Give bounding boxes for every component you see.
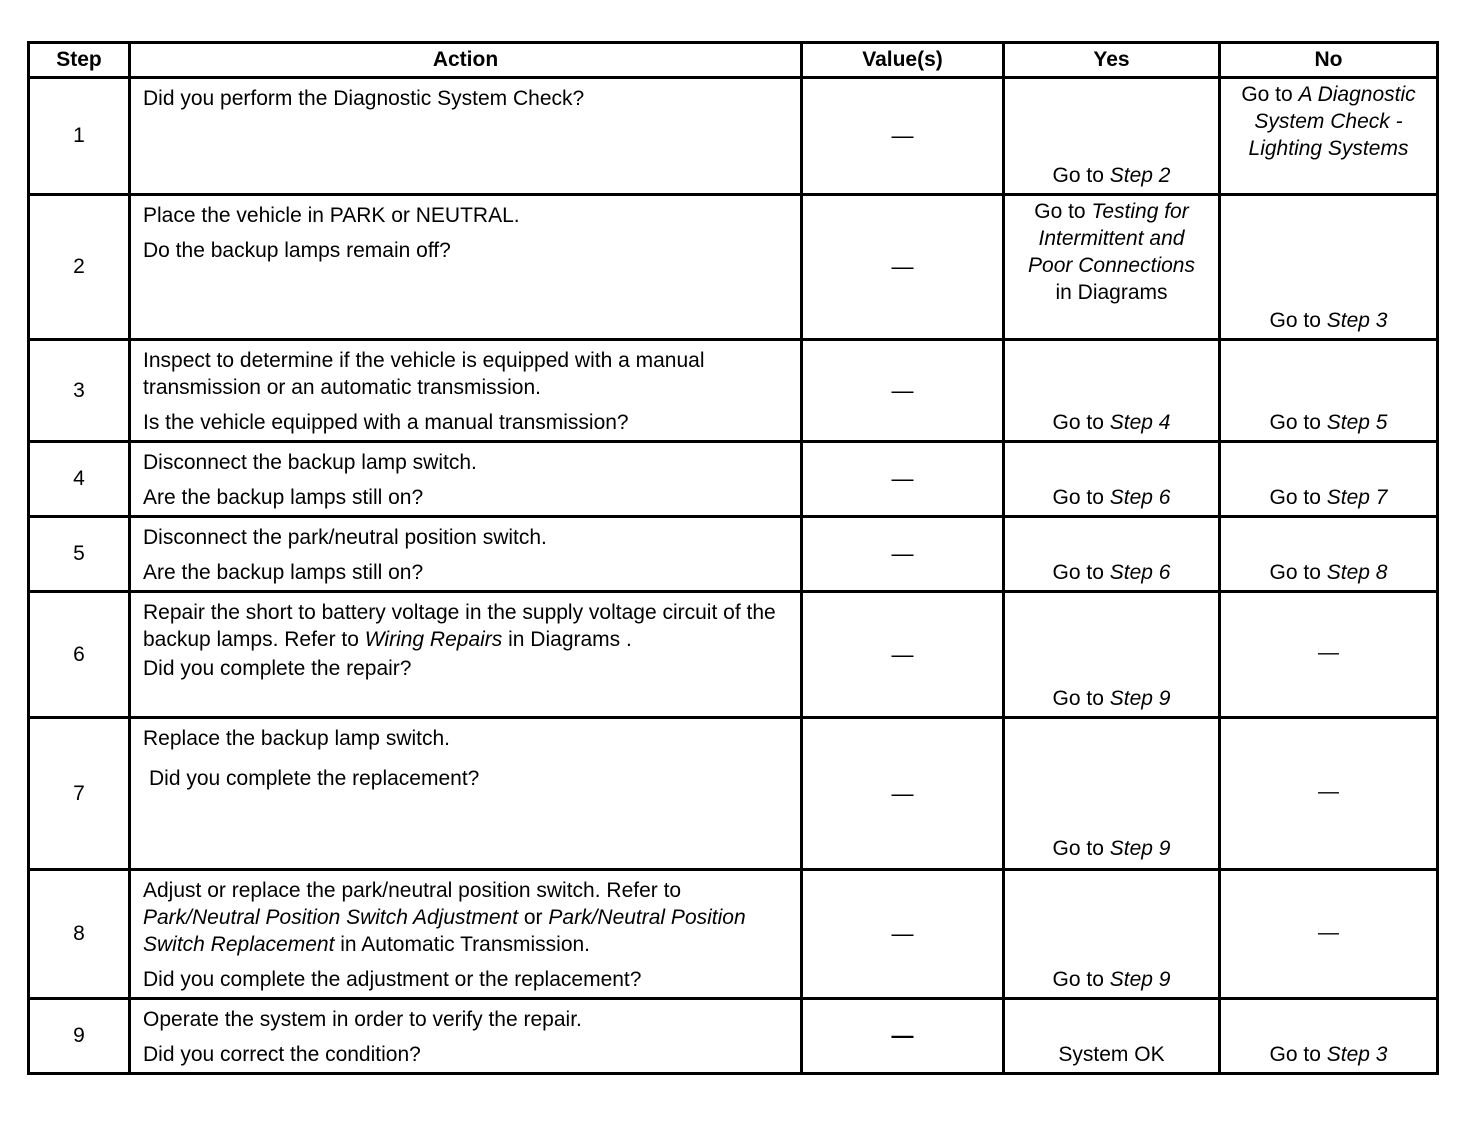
no-cell: Go to A Diagnostic System Check - Lighting Systems	[1220, 78, 1438, 195]
action-text: Disconnect the park/neutral position switch.	[143, 526, 547, 549]
step-link: Step 9	[1109, 687, 1171, 710]
value-dash: —	[802, 870, 1004, 999]
action-cell	[130, 195, 802, 340]
step-link: Step 2	[1109, 164, 1171, 187]
header-yes: Yes	[1004, 43, 1220, 78]
action-text: Replace the backup lamp switch.	[143, 727, 450, 750]
step-number: 8	[29, 870, 130, 999]
step-link: Step 6	[1109, 486, 1171, 509]
step-link: Step 8	[1326, 561, 1388, 584]
action-question: Are the backup lamps still on?	[143, 486, 424, 509]
step-number: 9	[29, 999, 130, 1074]
action-cell	[130, 592, 802, 718]
table-row	[29, 592, 1438, 718]
value-dash: —	[802, 78, 1004, 195]
no-dash: —	[1220, 592, 1438, 718]
section-link: Park/Neutral Position Switch Replacement	[143, 906, 746, 956]
action-text: Operate the system in order to verify the repair.	[143, 1008, 582, 1031]
section-link: A Diagnostic System Check - Lighting Systems	[1248, 83, 1416, 160]
step-link: Step 9	[1109, 837, 1171, 860]
header-step: Step	[29, 43, 130, 78]
action-question: Did you complete the replacement?	[149, 767, 480, 790]
value-dash: —	[802, 442, 1004, 517]
action-text: Inspect to determine if the vehicle is equipped with a manual transmission or an automatic transmission.	[143, 349, 705, 399]
action-question: Are the backup lamps still on?	[143, 561, 424, 584]
no-cell: Go to Step 7	[1220, 442, 1438, 517]
action-cell	[130, 517, 802, 592]
yes-cell: System OK	[1004, 999, 1220, 1074]
value-dash: —	[802, 999, 1004, 1074]
table-row	[29, 195, 1438, 340]
no-cell: Go to Step 3	[1220, 195, 1438, 340]
diagnostic-table	[27, 41, 1439, 1075]
action-cell	[130, 78, 802, 195]
action-question: Did you complete the adjustment or the replacement?	[143, 968, 642, 991]
step-link: Step 9	[1109, 968, 1171, 991]
action-cell	[130, 999, 802, 1074]
step-number: 4	[29, 442, 130, 517]
header-action: Action	[130, 43, 802, 78]
action-cell	[130, 870, 802, 999]
no-dash: —	[1220, 870, 1438, 999]
yes-cell: Go to Step 6	[1004, 517, 1220, 592]
value-dash: —	[802, 195, 1004, 340]
yes-cell: Go to Step 2	[1004, 78, 1220, 195]
table-row	[29, 870, 1438, 999]
no-cell: Go to Step 3	[1220, 999, 1438, 1074]
yes-cell: Go to Step 9	[1004, 592, 1220, 718]
no-cell: Go to Step 8	[1220, 517, 1438, 592]
no-dash: —	[1220, 718, 1438, 870]
section-link: Testing for Intermittent and Poor Connections	[1028, 200, 1195, 277]
step-number: 6	[29, 592, 130, 718]
action-text: Place the vehicle in PARK or NEUTRAL.	[143, 204, 520, 227]
action-question: Did you correct the condition?	[143, 1043, 421, 1066]
step-number: 3	[29, 340, 130, 442]
yes-cell: Go to Step 9	[1004, 718, 1220, 870]
value-dash: —	[802, 340, 1004, 442]
action-text: Adjust or replace the park/neutral position switch. Refer to Park/Neutral Position Switch Adjustment or Park/Neutral Position Switch Replacement in Automatic Transmission.	[143, 879, 746, 956]
step-number: 7	[29, 718, 130, 870]
value-dash: —	[802, 517, 1004, 592]
section-link: Wiring Repairs	[364, 628, 503, 651]
action-text: Repair the short to battery voltage in the supply voltage circuit of the backup lamps. Refer to Wiring Repairs in Diagrams .	[143, 601, 776, 651]
table-row	[29, 517, 1438, 592]
action-question: Is the vehicle equipped with a manual transmission?	[143, 411, 629, 434]
step-number: 1	[29, 78, 130, 195]
action-text: Disconnect the backup lamp switch.	[143, 451, 477, 474]
step-link: Step 6	[1109, 561, 1171, 584]
action-cell	[130, 718, 802, 870]
table-row	[29, 78, 1438, 195]
step-link: Step 4	[1109, 411, 1171, 434]
action-question: Do the backup lamps remain off?	[143, 239, 451, 262]
value-dash: —	[802, 592, 1004, 718]
table-row	[29, 442, 1438, 517]
table-row	[29, 340, 1438, 442]
action-cell	[130, 442, 802, 517]
table-row	[29, 999, 1438, 1074]
yes-cell: Go to Testing for Intermittent and Poor Connections in Diagrams	[1004, 195, 1220, 340]
header-no: No	[1220, 43, 1438, 78]
section-link: Park/Neutral Position Switch Adjustment	[143, 906, 519, 929]
action-cell	[130, 340, 802, 442]
action-text: Did you perform the Diagnostic System Check?	[143, 87, 585, 110]
yes-cell: Go to Step 4	[1004, 340, 1220, 442]
step-link: Step 3	[1326, 1043, 1388, 1066]
no-cell: Go to Step 5	[1220, 340, 1438, 442]
table-header-row	[29, 43, 1438, 78]
step-link: Step 3	[1326, 309, 1388, 332]
step-number: 5	[29, 517, 130, 592]
step-number: 2	[29, 195, 130, 340]
yes-cell: Go to Step 6	[1004, 442, 1220, 517]
step-link: Step 5	[1326, 411, 1388, 434]
table-row	[29, 718, 1438, 870]
header-values: Value(s)	[802, 43, 1004, 78]
action-question: Did you complete the repair?	[143, 657, 412, 680]
value-dash: —	[802, 718, 1004, 870]
step-link: Step 7	[1326, 486, 1388, 509]
yes-cell: Go to Step 9	[1004, 870, 1220, 999]
